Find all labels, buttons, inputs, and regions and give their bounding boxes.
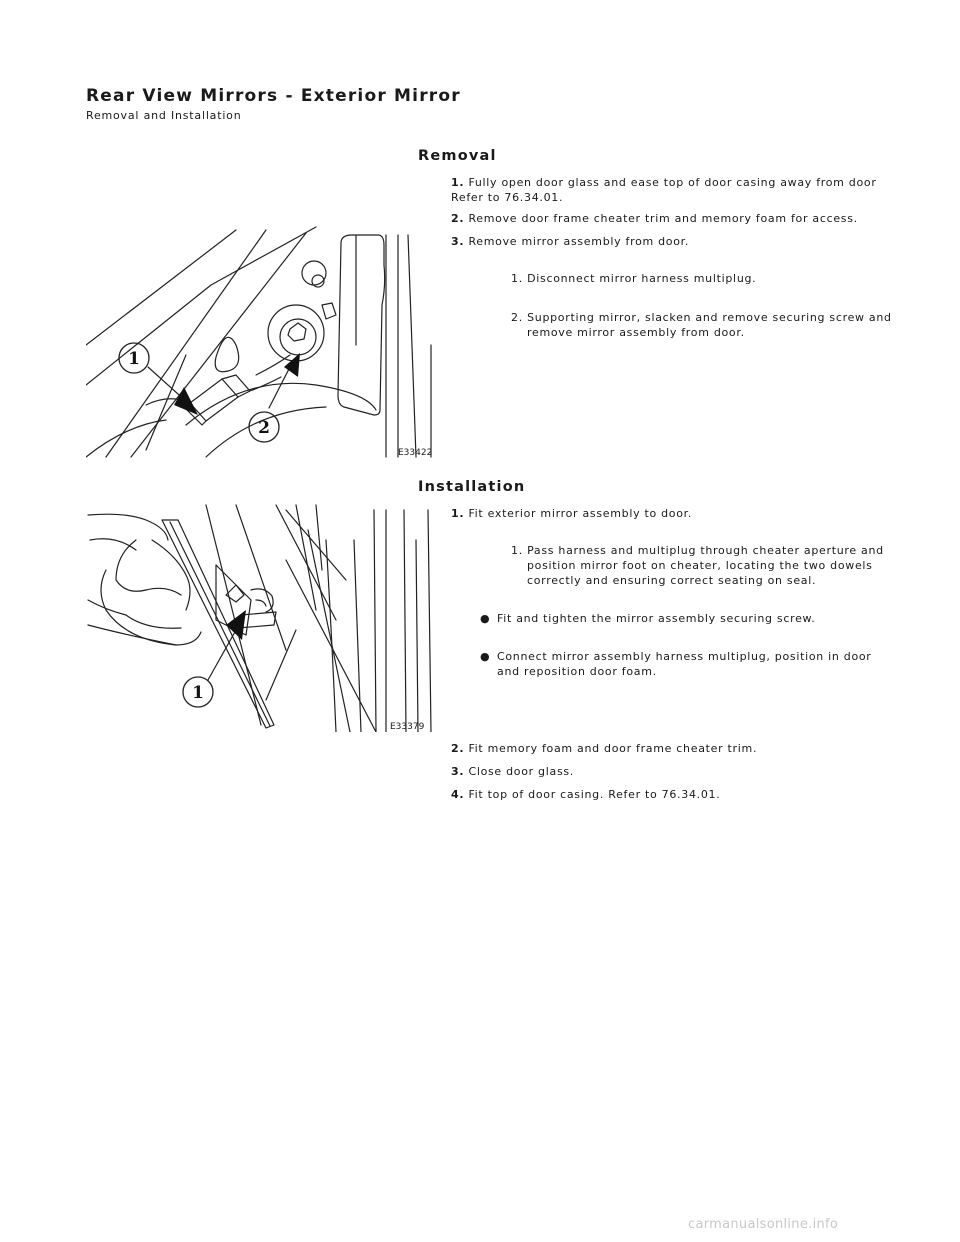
installation-figure-code: E33379 bbox=[390, 722, 425, 732]
step-number: 1. bbox=[451, 176, 465, 189]
bullet-text: Connect mirror assembly harness multiplug, position in door and reposition door foam. bbox=[497, 650, 872, 678]
removal-step-3 bbox=[451, 234, 881, 249]
step-number: 3. bbox=[451, 765, 465, 778]
removal-figure-code: E33422 bbox=[398, 448, 433, 458]
page-title: Rear View Mirrors - Exterior Mirror bbox=[86, 86, 461, 106]
step-text: Close door glass. bbox=[468, 765, 574, 778]
installation-bullet-2 bbox=[480, 649, 897, 679]
step-text: Fit exterior mirror assembly to door. bbox=[468, 507, 693, 520]
installation-step-2 bbox=[451, 741, 881, 756]
step-text: Fit memory foam and door frame cheater trim. bbox=[468, 742, 758, 755]
bullet-icon: ● bbox=[480, 650, 491, 663]
bullet-icon: ● bbox=[480, 612, 491, 625]
step-number: 4. bbox=[451, 788, 465, 801]
step-text: Remove door frame cheater trim and memory foam for access. bbox=[468, 212, 858, 225]
step-number: 3. bbox=[451, 235, 465, 248]
installation-step-3 bbox=[451, 764, 881, 779]
watermark-link[interactable]: carmanualsonline.info bbox=[688, 1217, 839, 1232]
installation-bullet-1 bbox=[480, 611, 897, 626]
removal-heading: Removal bbox=[418, 148, 497, 164]
removal-substep-1: 1. Disconnect mirror harness multiplug. bbox=[511, 272, 757, 285]
installation-step-4 bbox=[451, 787, 881, 802]
bullet-text: Fit and tighten the mirror assembly securing screw. bbox=[497, 612, 816, 625]
removal-callout-2: 2 bbox=[258, 418, 270, 438]
installation-illustration bbox=[86, 500, 448, 732]
page-subtitle: Removal and Installation bbox=[86, 109, 242, 122]
installation-heading: Installation bbox=[418, 479, 526, 495]
step-number: 2. bbox=[451, 212, 465, 225]
step-text: Fully open door glass and ease top of door casing away from door Refer to 76.34.01. bbox=[451, 176, 877, 204]
step-text: Remove mirror assembly from door. bbox=[468, 235, 690, 248]
removal-callout-1: 1 bbox=[128, 349, 140, 369]
step-number: 1. bbox=[451, 507, 465, 520]
step-text: Fit top of door casing. Refer to 76.34.01. bbox=[468, 788, 721, 801]
installation-substep-1: 1. Pass harness and multiplug through cheater aperture and position mirror foot on cheater, locating the two dowels correctly and ensuring correct seating on seal. bbox=[511, 544, 884, 587]
installation-callout-1: 1 bbox=[192, 683, 204, 703]
removal-step-1 bbox=[451, 175, 881, 205]
step-number: 2. bbox=[451, 742, 465, 755]
removal-step-2 bbox=[451, 211, 881, 226]
installation-step-1 bbox=[451, 506, 881, 521]
removal-substep-2: 2. Supporting mirror, slacken and remove securing screw and remove mirror assembly from door. bbox=[511, 311, 892, 339]
removal-illustration bbox=[86, 225, 448, 460]
